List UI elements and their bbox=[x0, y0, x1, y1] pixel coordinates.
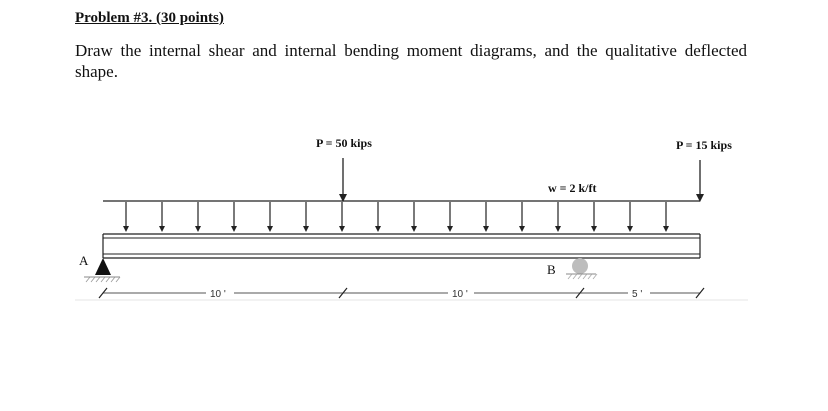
distributed-load-arrow bbox=[663, 202, 669, 232]
pin-support-a bbox=[84, 258, 120, 282]
dimension-line bbox=[99, 288, 704, 298]
roller-support-b bbox=[566, 258, 597, 279]
distributed-load-arrow bbox=[303, 202, 309, 232]
distributed-load-arrow bbox=[627, 202, 633, 232]
support-a-label: A bbox=[79, 253, 89, 268]
distributed-load-arrow bbox=[447, 202, 453, 232]
distributed-load-arrow bbox=[375, 202, 381, 232]
distributed-load-arrow bbox=[267, 202, 273, 232]
distributed-load-arrows bbox=[123, 202, 669, 232]
distributed-load-arrow bbox=[483, 202, 489, 232]
dimension-label-1: 10 ' bbox=[210, 289, 226, 300]
point-load-50-kips bbox=[339, 158, 347, 202]
point-load-1-label: P = 50 kips bbox=[316, 136, 372, 150]
support-b-label: B bbox=[547, 262, 556, 277]
problem-statement: Draw the internal shear and internal bending moment diagrams, and the qualitative deflected shape. bbox=[75, 41, 747, 81]
problem-heading: Problem #3. (30 points) bbox=[75, 10, 224, 26]
distributed-load-arrow bbox=[555, 202, 561, 232]
distributed-load-arrow bbox=[591, 202, 597, 232]
distributed-load-arrow bbox=[519, 202, 525, 232]
distributed-load-arrow bbox=[339, 202, 345, 232]
distributed-load-arrow bbox=[123, 202, 129, 232]
distributed-load-label: w = 2 k/ft bbox=[548, 181, 597, 195]
point-load-2-label: P = 15 kips bbox=[676, 138, 732, 152]
point-load-15-kips bbox=[696, 160, 704, 202]
distributed-load-arrow bbox=[159, 202, 165, 232]
distributed-load-arrow bbox=[231, 202, 237, 232]
dimension-label-3: 5 ' bbox=[632, 289, 643, 300]
beam bbox=[103, 234, 700, 258]
distributed-load-arrow bbox=[195, 202, 201, 232]
dimension-label-2: 10 ' bbox=[452, 289, 468, 300]
distributed-load-arrow bbox=[411, 202, 417, 232]
